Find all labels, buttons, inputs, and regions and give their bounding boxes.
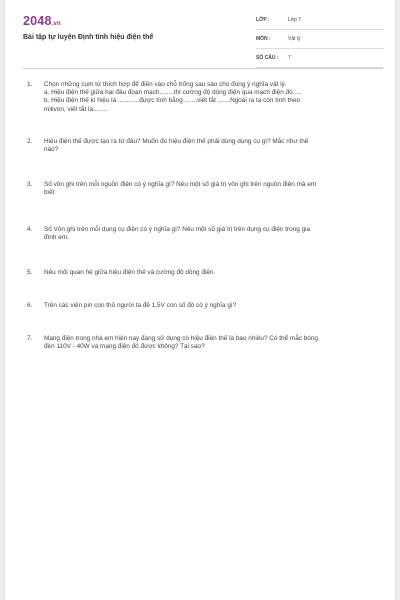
meta-value-class: Lớp 7 (288, 17, 302, 23)
question-text: a. Hiệu điện thế giữa hai đầu đoạn mạch........thì cường độ dòng điện qua mạch điện đó..... (44, 89, 302, 97)
question-text: nào? (44, 146, 59, 154)
question-text: Số vôn ghi trên mỗi nguồn điện có ý nghĩa gì? Nêu một số giá trị vôn ghi trên nguồn điện mà em (44, 181, 317, 188)
question-text: đình em. (44, 234, 69, 242)
meta-value-subject: Vật lý (288, 36, 301, 42)
meta-label-subject: MÔN : (256, 36, 271, 42)
worksheet-title: Bài tập tự luyện Định tính hiệu điện thế (23, 34, 154, 41)
question-body (44, 335, 387, 351)
question-text: Hiệu điện thế được tạo ra từ đâu? Muốn đo hiệu điện thế phải dùng dụng cụ gì? Mắc như thế (44, 138, 309, 145)
question-text: milivon, viết tắt là........ (44, 105, 108, 113)
question-text: Số Vôn ghi trên mỗi dụng cụ điện có ý nghĩa gì? Nêu một số giá trị trên dụng cụ điện trong gia (44, 226, 311, 233)
meta-label-class: LỚP : (256, 17, 270, 23)
question-text: đèn 110V - 40W và mạng điện đó được không? Tại sao? (44, 343, 205, 351)
question-body (44, 269, 387, 277)
question-number: 1. (27, 81, 33, 88)
worksheet-page (4, 0, 396, 600)
meta-row-subject (256, 33, 384, 49)
question-number: 7. (27, 335, 33, 342)
question-text: b. Hiệu điện thế kí hiệu là ............được tính bằng .......viết tắt .......Ngoài ra ta còn tính theo (44, 97, 301, 105)
meta-row-class (256, 14, 384, 30)
question-body (44, 138, 387, 154)
question-text: Chọn những cụm từ thích hợp để điền vào chỗ trống sau sao cho đúng ý nghĩa vật lý. (44, 81, 287, 88)
meta-panel (256, 14, 384, 71)
question-body (44, 302, 387, 310)
meta-label-question-count: SỐ CÂU : (256, 55, 279, 61)
question-text: Mạng điện trong nhà em hiện nay đang sử dụng có hiệu điện thế là bao nhiêu? Có thể mắc bóng (44, 335, 318, 342)
question-text: Nêu mối quan hệ giữa hiệu điện thế và cường độ dòng điện. (44, 269, 216, 276)
question-text: Trên các viên pin con thỏ người ta đề 1,5V con số đó có ý nghĩa gì? (44, 302, 237, 309)
question-number: 2. (27, 138, 33, 145)
meta-value-question-count: 7 (288, 55, 291, 61)
question-number: 3. (27, 181, 33, 188)
logo-text: 2048 (23, 14, 52, 28)
question-text: biết (44, 189, 55, 197)
question-number: 6. (27, 302, 33, 309)
logo-tld: .vn (51, 21, 61, 27)
header-divider (23, 68, 383, 69)
question-number: 5. (27, 269, 33, 276)
question-body (44, 226, 387, 242)
question-body (44, 181, 387, 197)
site-logo[interactable] (23, 14, 61, 28)
question-body (44, 81, 387, 114)
question-number: 4. (27, 226, 33, 233)
meta-row-question-count (256, 52, 384, 68)
